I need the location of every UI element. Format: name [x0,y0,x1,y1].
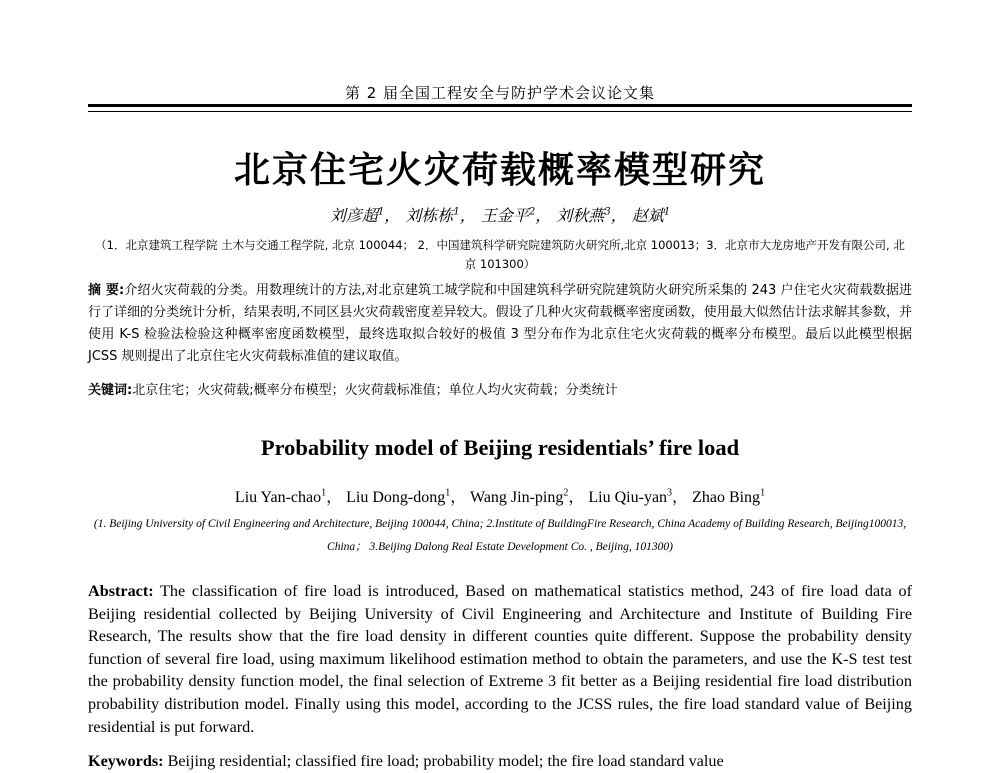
english-abstract [88,580,912,738]
author-name: Liu Qiu-yan [588,489,668,506]
author-affiliation-mark: 2 [563,487,569,499]
chinese-abstract [88,280,912,368]
chinese-affiliations: （1．北京建筑工程学院 土木与交通工程学院, 北京 100044； 2．中国建筑科学研究院建筑防火研究所,北京 100013；3．北京市大龙房地产开发有限公司, 北京 101300） [95,238,905,271]
author-separator: ， [450,489,467,506]
author-affiliation-mark: 1 [760,487,766,499]
english-authors [0,484,1000,507]
author-affiliation-mark: 2 [528,206,536,218]
author-name: Zhao Bing [692,489,761,506]
author-affiliation-mark: 3 [667,487,673,499]
author-separator: ， [672,489,689,506]
author-name: 刘栋栋 [405,206,454,225]
chinese-abstract-text: 介绍火灾荷载的分类。用数理统计的方法,对北京建筑工城学院和中国建筑科学研究院建筑防火研究所采集的 243 户住宅火灾荷载数据进行了详细的分类统计分析，结果表明,不同区县火灾荷载密度差异较大。假设了几种火灾荷载概率密度函数，使用最大似然估计法求解其参数，并使用 K-S 检验法检验这种概率密度函数模型，最终选取拟合较好的极值 3 型分布作为北京住宅火灾荷载的概率分布模型。最后以此模型根据 JCSS 规则提出了北京住宅火灾荷载标准值的建议取值。 [88,283,912,364]
chinese-keywords-text: 北京住宅；火灾荷载;概率分布模型；火灾荷载标准值；单位人均火灾荷载；分类统计 [132,383,618,398]
author-separator: ， [568,489,585,506]
author-affiliation-mark: 1 [377,206,385,218]
author-name: Liu Dong-dong [346,489,446,506]
author-affiliation-mark: 1 [321,487,327,499]
author-affiliation-mark: 1 [663,206,671,218]
header-rule-thin [88,111,912,112]
author-affiliation-mark: 3 [604,206,611,218]
english-abstract-text: The classification of fire load is introduced, Based on mathematical statistics method, 243 of fire load data of Beijing residential collected by Beijing University of Civil Engineering and Architecture and Institute of Building Fire Research, The results show that the fire load density in different counties quite different. Suppose the probability density function of several fire load, using maximum likelihood estimation method to obtain the parameters, and use the K-S test test the probability density function model, the final selection of Extreme 3 fit better as a Beijing residential fire load distribution probability distribution model. Finally using this model, according to the JCSS rules, the fire load standard value of Beijing residential is put forward. [88,582,912,736]
english-title: Probability model of Beijing residentials’ fire load [260,435,740,460]
author-affiliation-mark: 1 [453,206,460,218]
english-abstract-label: Abstract: [88,582,154,600]
chinese-title: 北京住宅火灾荷载概率模型研究 [233,150,766,191]
author-separator: ， [326,489,343,506]
author-separator: ， [610,206,627,225]
author-name: Liu Yan-chao [234,489,322,506]
author-name: Wang Jin-ping [470,489,564,506]
chinese-abstract-label: 摘 要: [88,283,125,298]
author-affiliation-mark: 1 [445,487,451,499]
english-keywords-label: Keywords: [88,752,164,770]
english-keywords-text: Beijing residential; classified fire load; probability model; the fire load standard value [167,752,724,770]
chinese-keywords [88,380,912,402]
header-rule-thick [88,104,912,107]
running-header: 第 2 届全国工程安全与防护学术会议论文集 [344,84,656,102]
author-name: 刘彦超 [329,206,378,225]
chinese-authors [0,203,1000,226]
english-affiliations: (1. Beijing University of Civil Engineering and Architecture, Beijing 100044, China; 2.Institute of BuildingFire Research, China Academy of Building Research, Beijing100013, China； 3.Beijing Dalong Real Estate Development Co. , Beijing, 101300) [93,518,907,553]
chinese-keywords-label: 关键词: [88,383,133,398]
author-separator: ， [459,206,476,225]
author-separator: ， [535,206,552,225]
author-name: 王金平 [480,206,529,225]
english-keywords [88,750,912,773]
author-name: 刘秋燕 [556,206,605,225]
author-name: 赵斌 [631,206,664,225]
author-separator: ， [384,206,401,225]
